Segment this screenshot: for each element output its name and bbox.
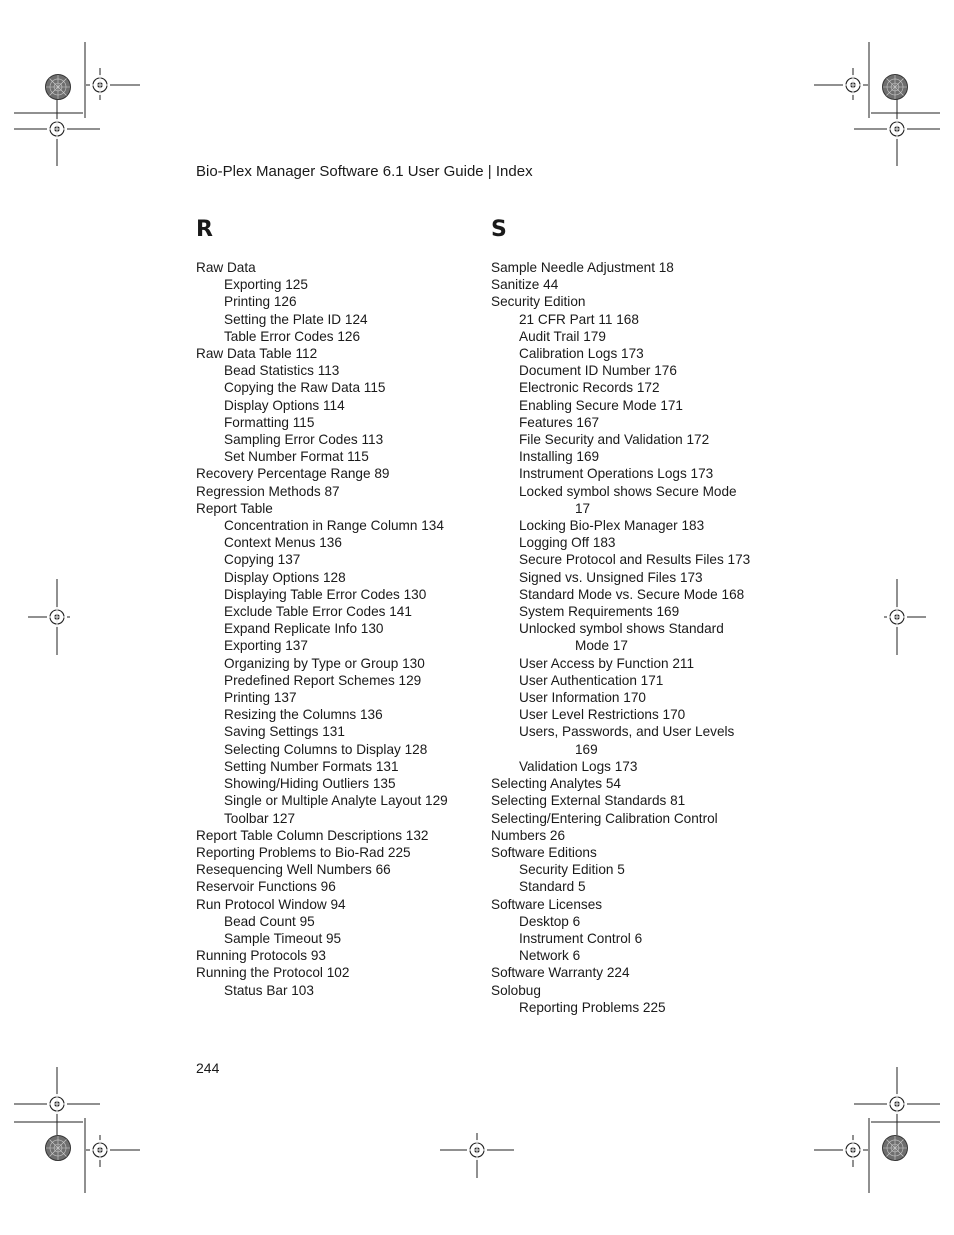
index-subentry: Standard 5 [519, 879, 586, 895]
index-subentry: Unlocked symbol shows Standard [519, 621, 724, 637]
index-subentry: Table Error Codes 126 [224, 328, 361, 344]
index-entry: Run Protocol Window 94 [196, 896, 346, 912]
index-subentry: Status Bar 103 [224, 982, 314, 998]
index-subentry: Copying 137 [224, 552, 301, 568]
index-subentry: Installing 169 [519, 449, 600, 465]
index-entry: Recovery Percentage Range 89 [196, 466, 390, 482]
index-entry: Software Warranty 224 [491, 965, 630, 981]
index-subentry: Exporting 137 [224, 638, 308, 654]
index-subentry: Organizing by Type or Group 130 [224, 655, 425, 671]
index-entry: Regression Methods 87 [196, 483, 340, 499]
index-subentry: User Level Restrictions 170 [519, 707, 686, 723]
index-subentry: Enabling Secure Mode 171 [519, 397, 683, 413]
index-subentry: Printing 137 [224, 690, 297, 706]
index-section-r [196, 218, 476, 999]
index-entry-continuation: Numbers 26 [491, 827, 566, 843]
index-subentry: Display Options 128 [224, 569, 346, 585]
index-entry: Raw Data [196, 260, 256, 275]
index-entry-continuation: 17 [575, 500, 591, 516]
index-subentry: Logging Off 183 [519, 535, 616, 551]
index-subentry: Expand Replicate Info 130 [224, 621, 384, 637]
index-subentry: Standard Mode vs. Secure Mode 168 [519, 586, 745, 602]
index-entries [196, 259, 476, 999]
index-subentry: User Authentication 171 [519, 672, 664, 688]
index-subentry: Single or Multiple Analyte Layout 129 [224, 793, 448, 809]
index-subentry: Network 6 [519, 948, 581, 964]
running-header: Bio-Plex Manager Software 6.1 User Guide | Index [196, 163, 533, 180]
index-entry: Selecting/Entering Calibration Control [491, 810, 718, 826]
index-subentry: Validation Logs 173 [519, 758, 638, 774]
index-subentry: Predefined Report Schemes 129 [224, 672, 422, 688]
index-entry-continuation: 169 [575, 741, 598, 757]
index-subentry: Displaying Table Error Codes 130 [224, 586, 427, 602]
index-subentry: Resizing the Columns 136 [224, 707, 383, 723]
index-subentry: Instrument Control 6 [519, 930, 643, 946]
index-subentry: Showing/Hiding Outliers 135 [224, 776, 396, 792]
index-subentry: Display Options 114 [224, 397, 345, 413]
index-subentry: System Requirements 169 [519, 604, 680, 620]
index-subentry: Instrument Operations Logs 173 [519, 466, 714, 482]
index-subentry: Electronic Records 172 [519, 380, 660, 396]
index-subentry: User Access by Function 211 [519, 655, 695, 671]
index-subentry: Formatting 115 [224, 414, 315, 430]
index-entry: Report Table Column Descriptions 132 [196, 827, 429, 843]
index-entry: Software Licenses [491, 896, 603, 912]
index-subentry: Users, Passwords, and User Levels [519, 724, 735, 740]
index-entry: Reporting Problems to Bio-Rad 225 [196, 844, 411, 860]
index-subentry: Saving Settings 131 [224, 724, 345, 740]
index-subentry: Set Number Format 115 [224, 449, 369, 465]
index-entry: Reservoir Functions 96 [196, 879, 336, 895]
index-entries [491, 259, 781, 1016]
index-entry: Sample Needle Adjustment 18 [491, 260, 674, 275]
index-subentry: Bead Statistics 113 [224, 363, 340, 379]
index-subentry: Exclude Table Error Codes 141 [224, 604, 412, 620]
index-subentry: Locking Bio-Plex Manager 183 [519, 518, 705, 534]
index-entry: Security Edition [491, 294, 586, 310]
index-subentry: Concentration in Range Column 134 [224, 518, 444, 534]
index-subentry: 21 CFR Part 11 168 [519, 311, 639, 327]
index-subentry: User Information 170 [519, 690, 646, 706]
index-subentry: Features 167 [519, 414, 600, 430]
index-subentry: Reporting Problems 225 [519, 999, 666, 1015]
index-entry: Raw Data Table 112 [196, 346, 318, 362]
index-subentry: Setting the Plate ID 124 [224, 311, 368, 327]
index-entry-continuation: Mode 17 [575, 638, 628, 654]
index-subentry: Bead Count 95 [224, 913, 315, 929]
section-letter: R [196, 217, 213, 242]
index-subentry: Security Edition 5 [519, 862, 625, 878]
page-number: 244 [196, 1060, 220, 1076]
index-entry: Report Table [196, 500, 273, 516]
index-subentry: Printing 126 [224, 294, 297, 310]
index-section-s [491, 218, 781, 1016]
index-subentry: Sampling Error Codes 113 [224, 432, 384, 448]
index-subentry: Exporting 125 [224, 277, 308, 293]
index-subentry: Sample Timeout 95 [224, 930, 342, 946]
index-subentry: Calibration Logs 173 [519, 346, 644, 362]
index-entry: Solobug [491, 982, 541, 998]
index-entry: Sanitize 44 [491, 277, 559, 293]
index-entry: Selecting Analytes 54 [491, 776, 621, 792]
index-entry: Selecting External Standards 81 [491, 793, 686, 809]
index-subentry: Toolbar 127 [224, 810, 296, 826]
section-letter: S [491, 217, 507, 242]
index-entry: Software Editions [491, 844, 597, 860]
index-subentry: Secure Protocol and Results Files 173 [519, 552, 751, 568]
index-subentry: Audit Trail 179 [519, 328, 606, 344]
index-entry: Resequencing Well Numbers 66 [196, 862, 391, 878]
index-subentry: Document ID Number 176 [519, 363, 677, 379]
index-subentry: Copying the Raw Data 115 [224, 380, 386, 396]
index-subentry: Locked symbol shows Secure Mode [519, 483, 737, 499]
index-entry: Running Protocols 93 [196, 948, 326, 964]
index-subentry: File Security and Validation 172 [519, 432, 710, 448]
index-subentry: Desktop 6 [519, 913, 581, 929]
index-subentry: Setting Number Formats 131 [224, 758, 399, 774]
index-subentry: Selecting Columns to Display 128 [224, 741, 428, 757]
index-entry: Running the Protocol 102 [196, 965, 350, 981]
index-subentry: Signed vs. Unsigned Files 173 [519, 569, 703, 585]
index-subentry: Context Menus 136 [224, 535, 342, 551]
